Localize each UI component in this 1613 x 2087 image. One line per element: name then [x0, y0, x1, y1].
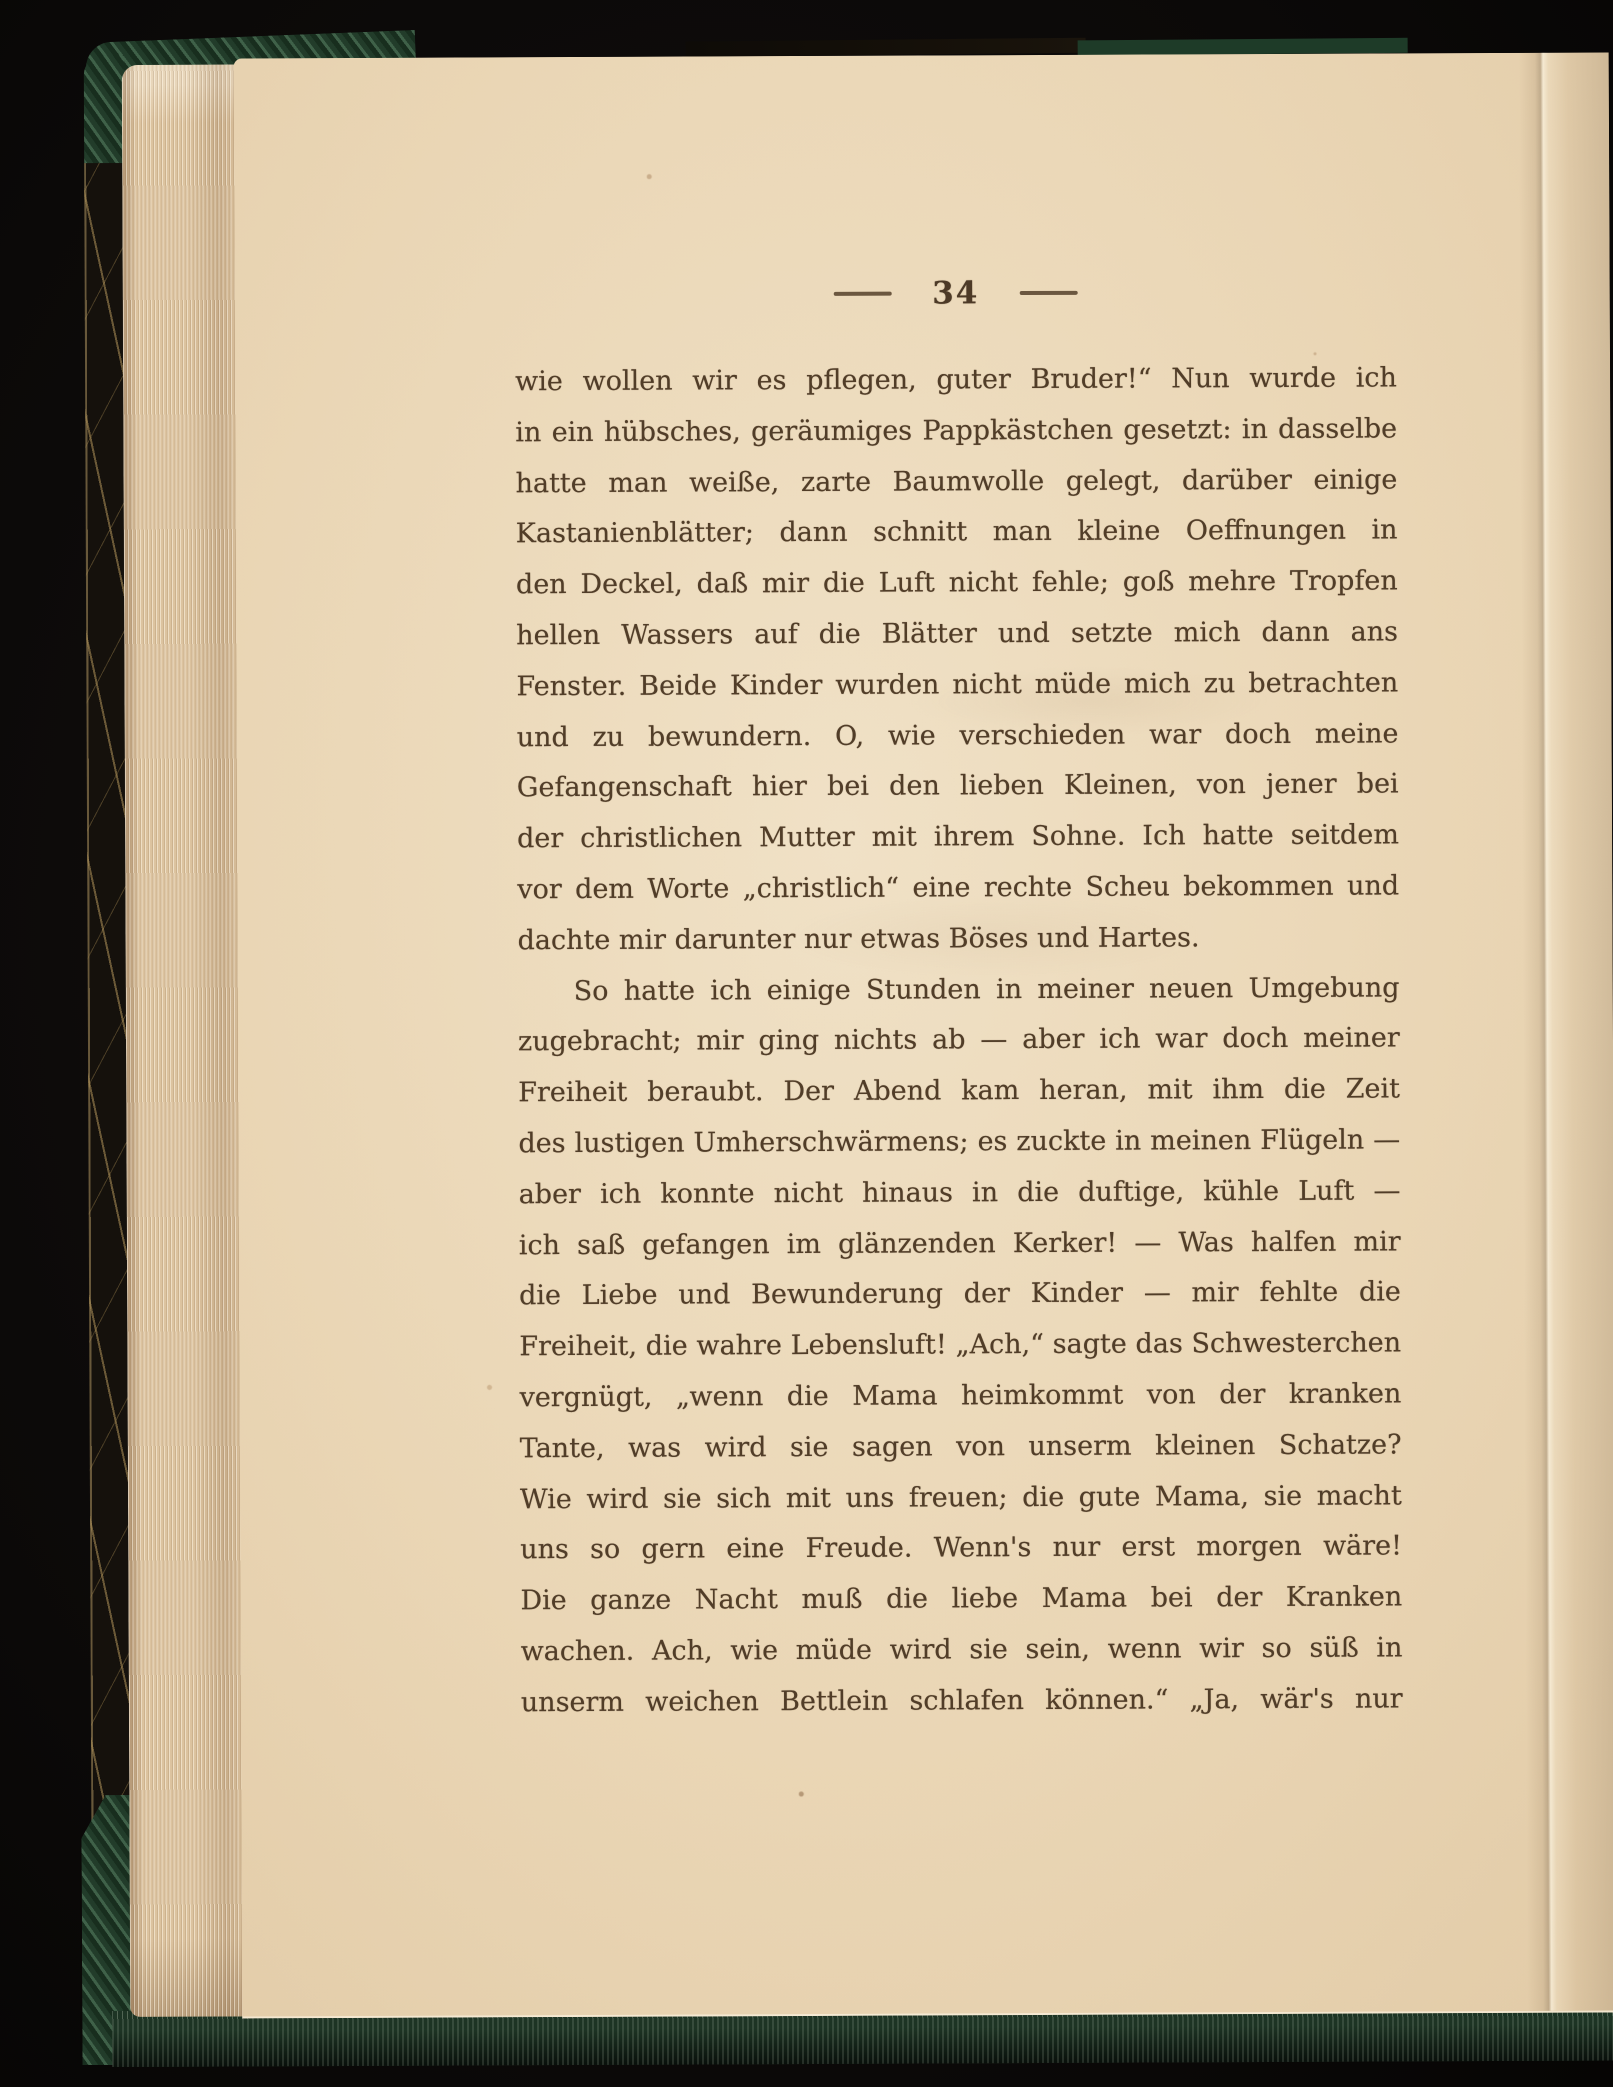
- page-gutter-fold: [1519, 52, 1613, 2010]
- text-line: unserm weichen Bettlein schlafen können.“ „Ja, wär's nur: [520, 1683, 1403, 1718]
- book-cover-top-edge: [686, 38, 1086, 57]
- text-line: hellen Wassers auf die Blätter und setzte mich dann ans: [516, 616, 1399, 652]
- text-line: vor dem Worte „christlich“ eine rechte Scheu bekommen und: [517, 870, 1400, 906]
- page-number: 34: [932, 275, 980, 312]
- text-line: Fenster. Beide Kinder wurden nicht müde mich zu betrachten: [516, 667, 1399, 703]
- text-line: Wie wird sie sich mit uns freuen; die gute Mama, sie macht: [519, 1479, 1402, 1515]
- text-line: ich saß gefangen im glänzenden Kerker! — Was halfen mir: [518, 1225, 1401, 1261]
- header-rule-right: [1019, 291, 1077, 295]
- text-line: So hatte ich einige Stunden in meiner neuen Umgebung: [573, 971, 1400, 1007]
- text-line: aber ich konnte nicht hinaus in die duftige, kühle Luft —: [518, 1175, 1401, 1211]
- header-rule-left: [834, 292, 892, 296]
- text-line: vergnügt, „wenn die Mama heimkommt von der kranken: [519, 1378, 1402, 1414]
- text-line: und zu bewundern. O, wie verschieden war doch meine: [516, 717, 1399, 753]
- text-line: in ein hübsches, geräumiges Pappkästchen gesetzt: in dasselbe: [515, 413, 1398, 449]
- text-line: Freiheit beraubt. Der Abend kam heran, mit ihm die Zeit: [518, 1073, 1401, 1109]
- text-line: Gefangenschaft hier bei den lieben Kleinen, von jener bei: [516, 768, 1399, 804]
- text-line: der christlichen Mutter mit ihrem Sohne. Ich hatte seitdem: [517, 819, 1399, 855]
- book-page: [234, 52, 1613, 2018]
- text-line: Kastanienblätter; dann schnitt man kleine Oeffnungen in: [515, 514, 1398, 550]
- text-line: wie wollen wir es pflegen, guter Bruder!“ Nun wurde ich: [515, 362, 1397, 398]
- text-line: die Liebe und Bewunderung der Kinder — mir fehlte die: [519, 1276, 1401, 1312]
- page-header: [515, 265, 1397, 321]
- text-line: wachen. Ach, wie müde wird sie sein, wenn wir so süß in: [520, 1632, 1403, 1668]
- text-line: dachte mir darunter nur etwas Böses und Hartes.: [517, 922, 1200, 957]
- page-text: [515, 353, 1403, 1728]
- text-line: Tante, was wird sie sagen von unserm kleinen Schatze?: [519, 1429, 1402, 1464]
- text-line: Freiheit, die wahre Lebensluft! „Ach,“ sagte das Schwesterchen: [519, 1327, 1402, 1363]
- text-line: Die ganze Nacht muß die liebe Mama bei der Kranken: [520, 1581, 1403, 1617]
- text-line: hatte man weiße, zarte Baumwolle gelegt, darüber einige: [515, 464, 1398, 499]
- text-line: zugebracht; mir ging nichts ab — aber ich war doch meiner: [517, 1022, 1400, 1058]
- text-line: des lustigen Umherschwärmens; es zuckte in meinen Flügeln —: [518, 1124, 1401, 1160]
- page-edge-stack: [122, 64, 249, 2016]
- text-line: uns so gern eine Freude. Wenn's nur erst morgen wäre!: [520, 1530, 1403, 1566]
- text-line: den Deckel, daß mir die Luft nicht fehle; goß mehre Tropfen: [515, 565, 1398, 601]
- page-content: [515, 265, 1403, 1728]
